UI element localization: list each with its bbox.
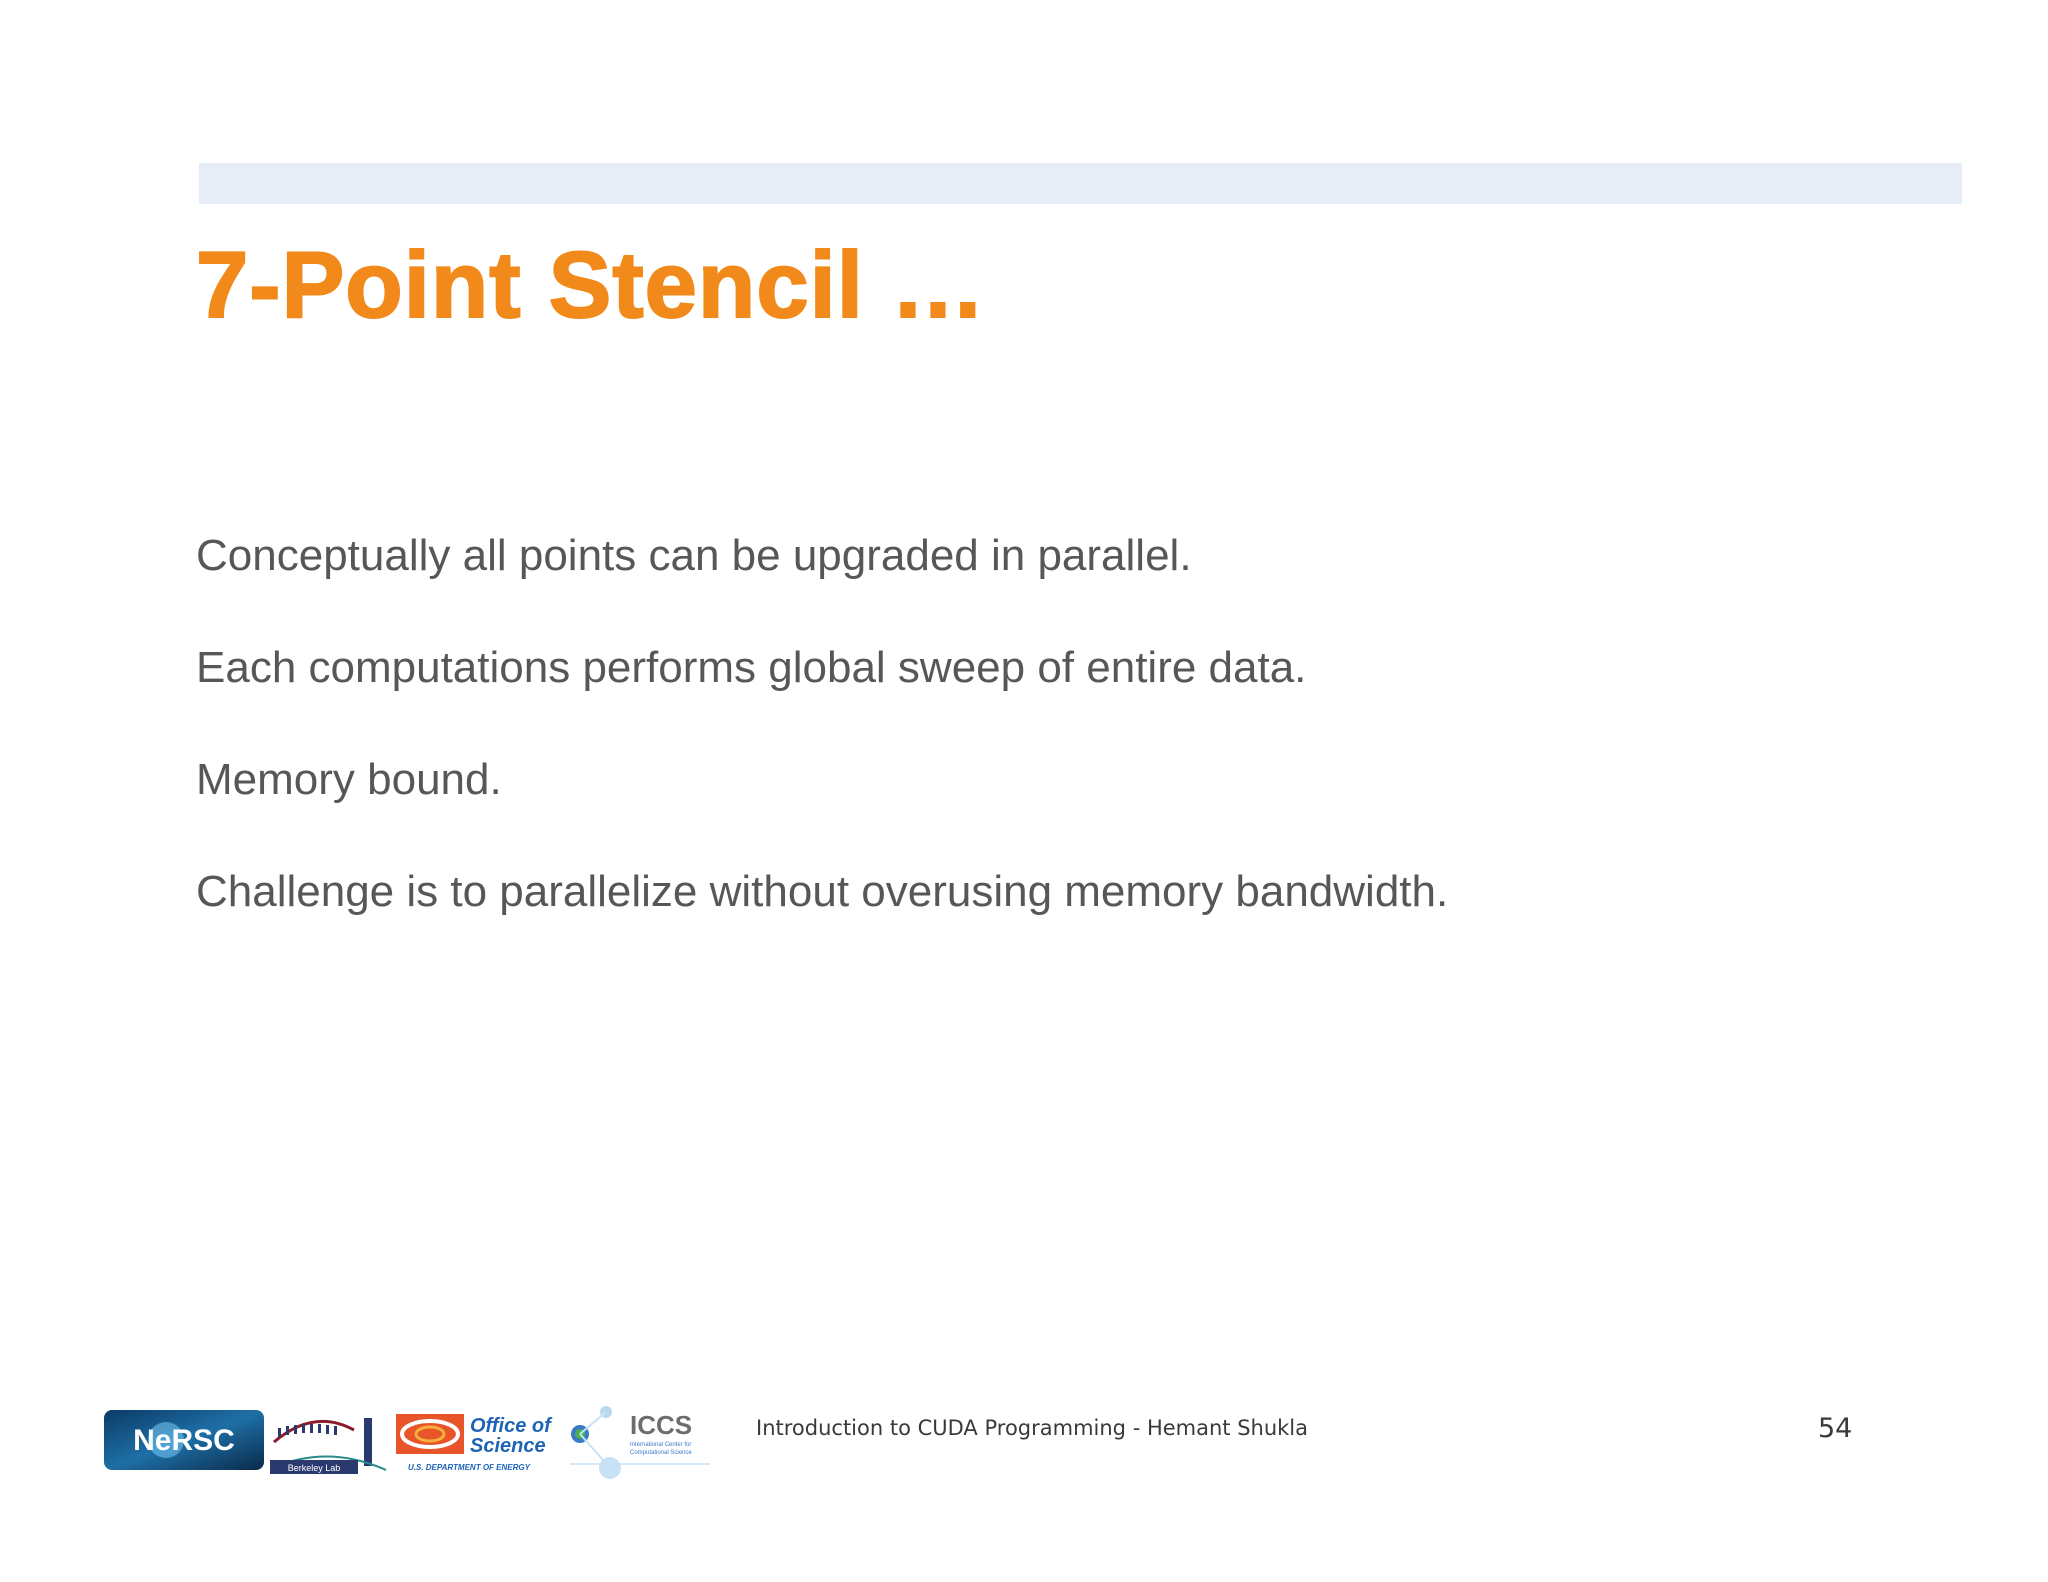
doe-text: U.S. DEPARTMENT OF ENERGY bbox=[408, 1463, 530, 1472]
bullet-item: Each computations performs global sweep of entire data. bbox=[196, 643, 1307, 692]
footer-text: Introduction to CUDA Programming - Hemant Shukla bbox=[756, 1416, 1309, 1440]
page-number: 54 bbox=[1818, 1413, 1853, 1444]
iccs-text: ICCS bbox=[630, 1410, 693, 1440]
bullet-item: Conceptually all points can be upgraded in parallel. bbox=[196, 531, 1192, 580]
iccs-subtitle-2: Computational Science bbox=[630, 1450, 692, 1456]
footer-logos bbox=[104, 1398, 714, 1488]
bullet-list bbox=[196, 530, 1448, 978]
iccs-subtitle-1: International Center for bbox=[630, 1442, 692, 1448]
nersc-logo-text: NeRSC bbox=[133, 1424, 235, 1457]
science-text: Science bbox=[470, 1435, 546, 1457]
bullet-item: Memory bound. bbox=[196, 755, 502, 804]
iccs-logo bbox=[568, 1398, 712, 1482]
title-band bbox=[199, 163, 1962, 204]
nersc-logo bbox=[104, 1410, 264, 1470]
berkeley-lab-logo bbox=[268, 1398, 388, 1478]
office-of-science-logo bbox=[394, 1410, 564, 1476]
bullet-item: Challenge is to parallelize without overusing memory bandwidth. bbox=[196, 867, 1449, 916]
slide-title: 7-Point Stencil … bbox=[196, 232, 986, 337]
office-of-text: Office of bbox=[470, 1415, 551, 1437]
berkeley-lab-text: Berkeley Lab bbox=[287, 1463, 341, 1473]
